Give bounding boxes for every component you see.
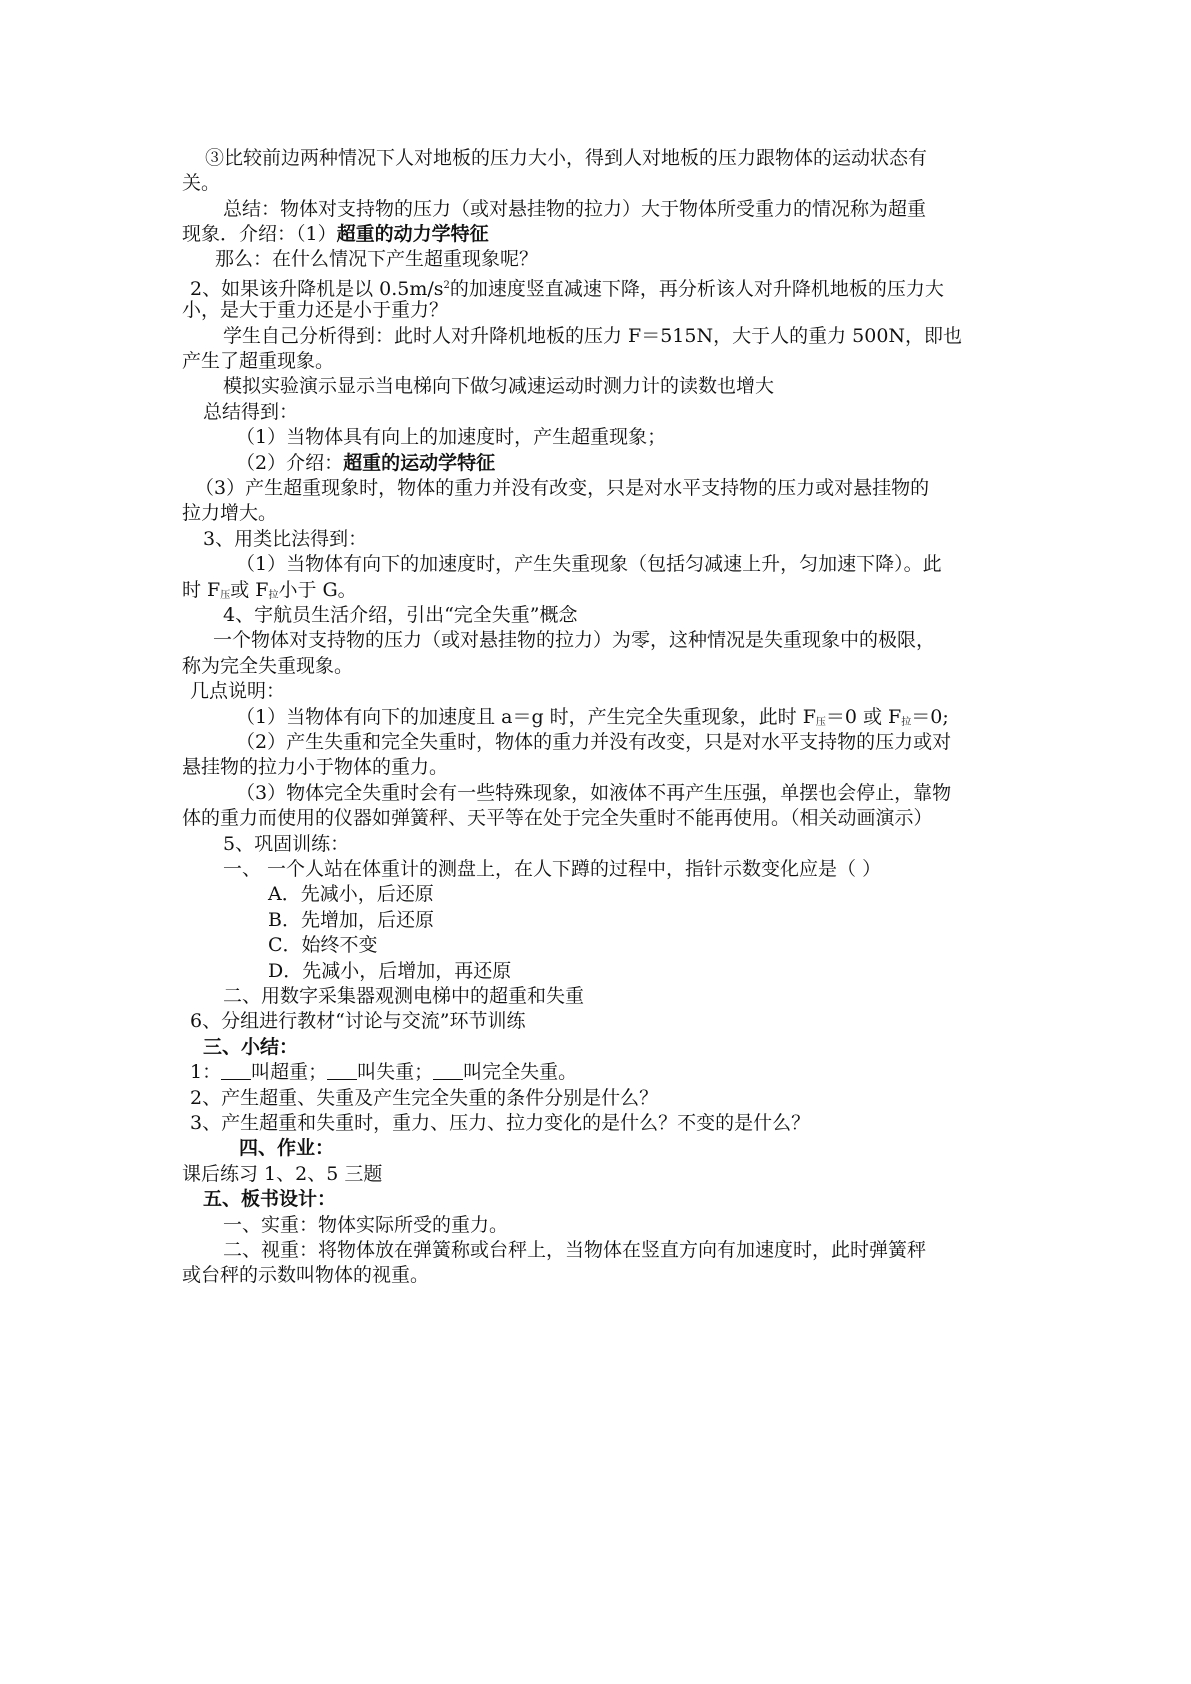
subscript: 拉: [901, 717, 912, 728]
paragraph-line: [223, 1238, 926, 1263]
text: 现象．介绍：（1）: [182, 223, 337, 245]
section-heading: [203, 1187, 336, 1212]
text: ＝0 或 F: [825, 706, 902, 728]
text: 2、产生超重、失重及产生完全失重的条件分别是什么？: [190, 1087, 659, 1109]
paragraph-line: [205, 146, 927, 171]
paragraph-line: [215, 247, 538, 272]
text: 二、用数字采集器观测电梯中的超重和失重: [223, 985, 585, 1007]
paragraph-line: [182, 298, 448, 323]
subscript: 拉: [268, 590, 279, 601]
paragraph-line: [182, 222, 489, 247]
text: 那么：在什么情况下产生超重现象呢？: [215, 248, 539, 270]
text: A．先减小，后还原: [268, 883, 434, 905]
fill-blank: [327, 1061, 357, 1080]
fill-blank: [433, 1061, 463, 1080]
paragraph-line: [190, 1009, 526, 1034]
paragraph-line: [182, 654, 353, 679]
option-a: [268, 882, 434, 907]
text: 或台秤的示数叫物体的视重。: [182, 1264, 430, 1286]
superscript: 2: [443, 280, 450, 291]
text: （1）当物体有向下的加速度且 a＝g 时，产生完全失重现象，此时 F: [236, 706, 816, 728]
option-c: [268, 933, 378, 958]
text: ③比较前边两种情况下人对地板的压力大小，得到人对地板的压力跟物体的运动状态有: [205, 147, 928, 169]
text: 叫超重；: [251, 1061, 328, 1083]
text: 6、分组进行教材“讨论与交流”环节训练: [190, 1010, 526, 1032]
text: ＝0;: [911, 706, 949, 728]
text: 5、巩固训练：: [223, 833, 350, 855]
paragraph-line: [223, 1213, 508, 1238]
text: 一个物体对支持物的压力（或对悬挂物的拉力）为零，这种情况是失重现象中的极限，: [213, 629, 936, 651]
paragraph-line: [182, 501, 277, 526]
paragraph-line: [223, 984, 584, 1009]
text: 五、板书设计：: [203, 1188, 337, 1210]
text: 总结：物体对支持物的压力（或对悬挂物的拉力）大于物体所受重力的情况称为超重: [223, 198, 927, 220]
text: 一、 一个人站在体重计的测盘上，在人下蹲的过程中，指针示数变化应是（ ）: [223, 858, 882, 880]
paragraph-line: [223, 197, 926, 222]
option-b: [268, 908, 434, 933]
subscript: 压: [220, 590, 231, 601]
paragraph-line: [190, 1060, 577, 1085]
paragraph-line: [203, 527, 367, 552]
text: 拉力增大。: [182, 502, 278, 524]
paragraph-line: [223, 603, 578, 628]
option-d: [268, 959, 511, 984]
paragraph-line: [190, 1086, 658, 1111]
text: 4、宇航员生活介绍，引出“完全失重”概念: [223, 604, 578, 626]
text: 四、作业：: [239, 1137, 335, 1159]
text: 3、产生超重和失重时，重力、压力、拉力变化的是什么？不变的是什么？: [190, 1112, 811, 1134]
subscript: 压: [815, 717, 826, 728]
paragraph-line: [182, 171, 220, 196]
text: （2）介绍：: [236, 452, 344, 474]
text: （1）当物体有向下的加速度时，产生失重现象（包括匀减速上升，匀加速下降）。此: [236, 553, 942, 575]
paragraph-line: [182, 349, 334, 374]
text: C．始终不变: [268, 934, 378, 956]
text: 小，是大于重力还是小于重力？: [182, 299, 449, 321]
text: B．先增加，后还原: [268, 909, 434, 931]
paragraph-line: [236, 730, 951, 755]
fill-blank: [221, 1061, 251, 1080]
text: （3）产生超重现象时，物体的重力并没有改变，只是对水平支持物的压力或对悬挂物的: [195, 477, 930, 499]
paragraph-line: [203, 400, 298, 425]
bold-term: 超重的动力学特征: [336, 223, 489, 245]
section-heading: [239, 1136, 334, 1161]
paragraph-line: [223, 832, 349, 857]
paragraph-line: [182, 755, 448, 780]
paragraph-line: [182, 1162, 382, 1187]
text: 总结得到：: [203, 401, 299, 423]
text: 产生了超重现象。: [182, 350, 335, 372]
text: 二、视重：将物体放在弹簧称或台秤上，当物体在竖直方向有加速度时，此时弹簧秤: [223, 1239, 927, 1261]
paragraph-line: [236, 425, 666, 450]
text: 的加速度竖直减速下降，再分析该人对升降机地板的压力大: [449, 278, 944, 300]
paragraph-line: [236, 451, 495, 476]
paragraph-line: [195, 476, 929, 501]
text: 或 F: [230, 579, 269, 601]
text: （2）产生失重和完全失重时，物体的重力并没有改变，只是对水平支持物的压力或对: [236, 731, 952, 753]
text: 模拟实验演示显示当电梯向下做匀减速运动时测力计的读数也增大: [223, 375, 775, 397]
paragraph-line: [213, 628, 935, 653]
text: 课后练习 1、2、5 三题: [182, 1163, 383, 1185]
section-heading: [203, 1035, 298, 1060]
text: 3、用类比法得到：: [203, 528, 368, 550]
paragraph-line: [223, 374, 774, 399]
text: D．先减小，后增加，再还原: [268, 960, 512, 982]
text: 2、如果该升降机是以 0.5m/s: [190, 278, 444, 300]
paragraph-line: [182, 1263, 429, 1288]
text: （1）当物体具有向上的加速度时，产生超重现象；: [236, 426, 667, 448]
paragraph-line: [182, 806, 933, 831]
paragraph-line: [236, 781, 951, 806]
text: 称为完全失重现象。: [182, 655, 354, 677]
text: 一、实重：物体实际所受的重力。: [223, 1214, 509, 1236]
paragraph-line: [236, 552, 942, 577]
bold-term: 超重的运动学特征: [343, 452, 496, 474]
text: 时 F: [182, 579, 221, 601]
text: 小于 G。: [278, 579, 357, 601]
text: 关。: [182, 172, 221, 194]
text: 悬挂物的拉力小于物体的重力。: [182, 756, 449, 778]
paragraph-line: [190, 1111, 810, 1136]
text: 叫完全失重。: [463, 1061, 578, 1083]
paragraph-line: [223, 324, 962, 349]
text: 1：: [190, 1061, 222, 1083]
question-line: [223, 857, 881, 882]
text: 几点说明：: [190, 680, 286, 702]
text: 三、小结：: [203, 1036, 299, 1058]
text: 叫失重；: [357, 1061, 434, 1083]
text: 体的重力而使用的仪器如弹簧秤、天平等在处于完全失重时不能再使用。（相关动画演示）: [182, 807, 933, 829]
paragraph-line: [190, 679, 285, 704]
text: 学生自己分析得到：此时人对升降机地板的压力 F＝515N，大于人的重力 500N，即也: [223, 325, 963, 347]
text: （3）物体完全失重时会有一些特殊现象，如液体不再产生压强，单摆也会停止，靠物: [236, 782, 952, 804]
